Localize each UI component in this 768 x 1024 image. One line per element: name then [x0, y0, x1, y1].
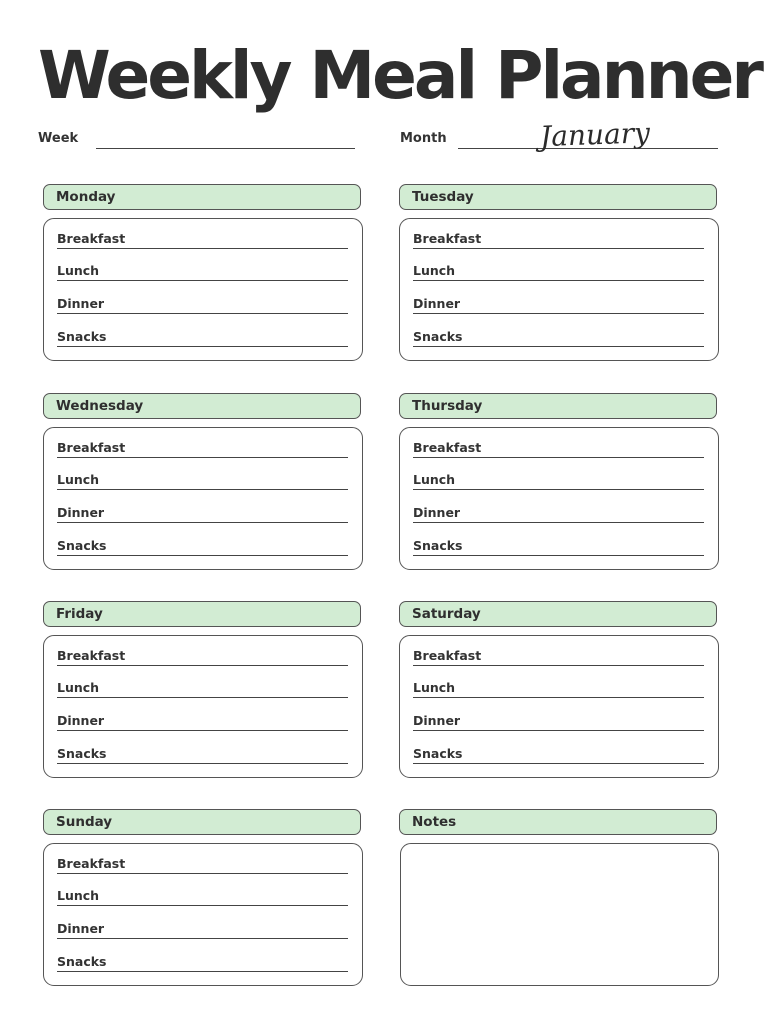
- meal-lunch-field[interactable]: [57, 887, 348, 906]
- meal-label: Dinner: [57, 921, 105, 936]
- day-box-wednesday: [43, 427, 363, 570]
- day-header-tuesday: [399, 184, 717, 210]
- meal-label: Dinner: [413, 713, 461, 728]
- meal-label: Snacks: [413, 746, 463, 761]
- meal-breakfast-field[interactable]: [413, 647, 704, 666]
- week-field[interactable]: [96, 148, 355, 149]
- meal-label: Breakfast: [413, 440, 482, 455]
- meal-label: Breakfast: [57, 856, 126, 871]
- meal-label: Breakfast: [57, 648, 126, 663]
- meal-label: Snacks: [413, 329, 463, 344]
- meal-breakfast-field[interactable]: [57, 647, 348, 666]
- meal-label: Lunch: [413, 680, 456, 695]
- meal-label: Breakfast: [57, 440, 126, 455]
- meal-label: Dinner: [57, 713, 105, 728]
- meal-snacks-field[interactable]: [413, 537, 704, 556]
- meal-label: Dinner: [57, 505, 105, 520]
- meal-label: Dinner: [413, 505, 461, 520]
- meal-breakfast-field[interactable]: [413, 230, 704, 249]
- meal-breakfast-field[interactable]: [57, 439, 348, 458]
- meal-lunch-field[interactable]: [57, 679, 348, 698]
- meal-label: Snacks: [413, 538, 463, 553]
- meal-label: Breakfast: [413, 648, 482, 663]
- day-header-monday: [43, 184, 361, 210]
- day-header-friday: [43, 601, 361, 627]
- meal-label: Snacks: [57, 538, 107, 553]
- meal-label: Lunch: [413, 263, 456, 278]
- meal-label: Lunch: [57, 888, 100, 903]
- meal-label: Snacks: [57, 329, 107, 344]
- meal-snacks-field[interactable]: [57, 328, 348, 347]
- meal-dinner-field[interactable]: [413, 295, 704, 314]
- meal-label: Lunch: [57, 680, 100, 695]
- notes-header: [399, 809, 717, 835]
- meal-dinner-field[interactable]: [57, 295, 348, 314]
- meal-label: Dinner: [413, 296, 461, 311]
- day-name: Friday: [56, 606, 103, 622]
- day-name: Tuesday: [412, 189, 474, 205]
- meal-dinner-field[interactable]: [57, 920, 348, 939]
- day-header-sunday: [43, 809, 361, 835]
- meal-snacks-field[interactable]: [57, 537, 348, 556]
- meal-label: Lunch: [57, 263, 100, 278]
- meal-snacks-field[interactable]: [413, 328, 704, 347]
- meal-snacks-field[interactable]: [57, 745, 348, 764]
- meal-label: Dinner: [57, 296, 105, 311]
- day-name: Saturday: [412, 606, 481, 622]
- day-name: Wednesday: [56, 398, 144, 414]
- day-name: Sunday: [56, 814, 113, 830]
- meal-lunch-field[interactable]: [57, 262, 348, 281]
- meal-label: Lunch: [413, 472, 456, 487]
- day-header-saturday: [399, 601, 717, 627]
- meal-lunch-field[interactable]: [413, 679, 704, 698]
- meal-breakfast-field[interactable]: [413, 439, 704, 458]
- notes-area[interactable]: [400, 843, 719, 986]
- day-box-friday: [43, 635, 363, 778]
- meal-snacks-field[interactable]: [57, 953, 348, 972]
- meal-label: Breakfast: [413, 231, 482, 246]
- meal-breakfast-field[interactable]: [57, 855, 348, 874]
- meal-label: Lunch: [57, 472, 100, 487]
- month-label: Month: [400, 131, 447, 146]
- day-header-wednesday: [43, 393, 361, 419]
- day-box-tuesday: [399, 218, 719, 361]
- day-header-thursday: [399, 393, 717, 419]
- meal-dinner-field[interactable]: [413, 504, 704, 523]
- day-box-sunday: [43, 843, 363, 986]
- meal-label: Snacks: [57, 954, 107, 969]
- meal-snacks-field[interactable]: [413, 745, 704, 764]
- day-box-monday: [43, 218, 363, 361]
- meal-dinner-field[interactable]: [413, 712, 704, 731]
- day-name: Thursday: [412, 398, 483, 414]
- meal-dinner-field[interactable]: [57, 504, 348, 523]
- notes-label: Notes: [412, 814, 457, 830]
- day-name: Monday: [56, 189, 116, 205]
- meal-label: Snacks: [57, 746, 107, 761]
- day-box-saturday: [399, 635, 719, 778]
- day-box-thursday: [399, 427, 719, 570]
- meal-lunch-field[interactable]: [57, 471, 348, 490]
- meal-breakfast-field[interactable]: [57, 230, 348, 249]
- page-title: Weekly Meal Planner: [38, 37, 761, 114]
- meal-label: Breakfast: [57, 231, 126, 246]
- week-label: Week: [38, 131, 79, 146]
- meal-lunch-field[interactable]: [413, 471, 704, 490]
- meal-dinner-field[interactable]: [57, 712, 348, 731]
- month-value: January: [539, 116, 651, 154]
- meal-lunch-field[interactable]: [413, 262, 704, 281]
